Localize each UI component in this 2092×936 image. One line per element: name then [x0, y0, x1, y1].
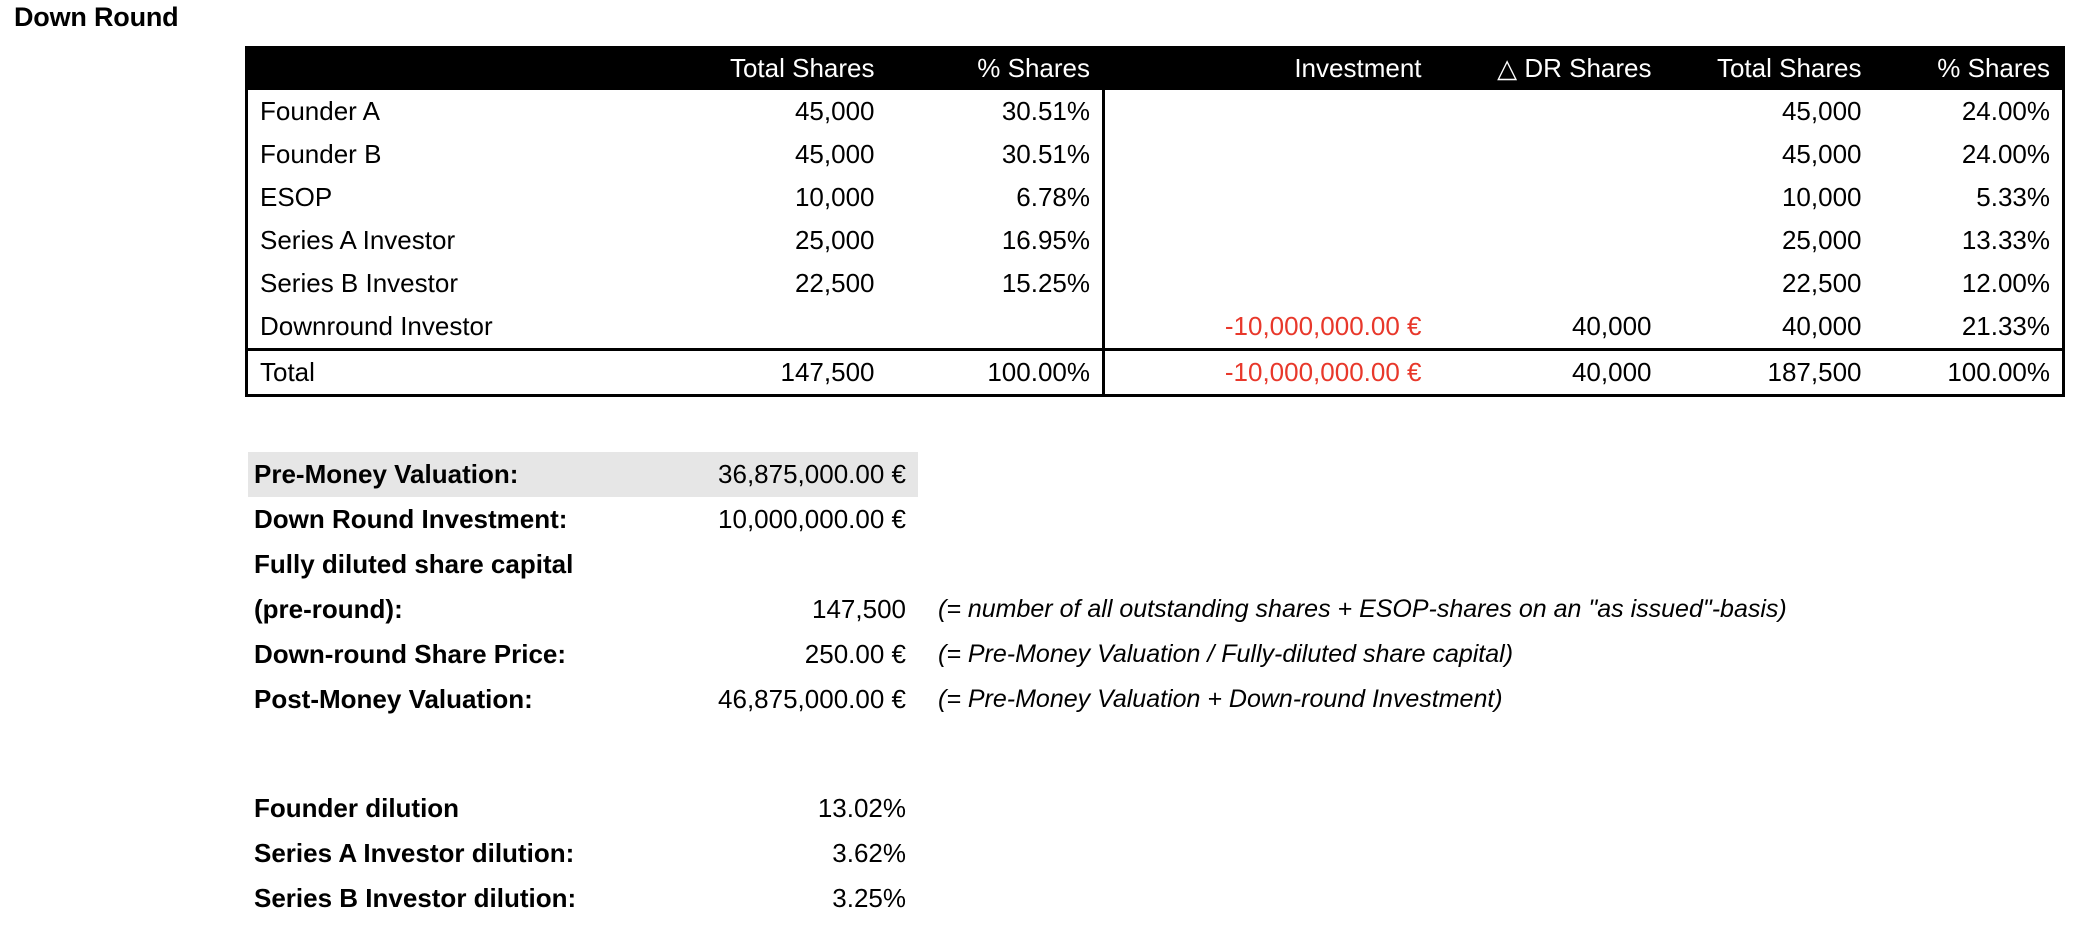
down-round-investment-value: 10,000,000.00 € — [718, 504, 906, 534]
table-row — [247, 176, 2064, 219]
cell-total-label: Total — [247, 350, 660, 396]
fully-diluted-label-line1: Fully diluted share capital — [254, 549, 574, 579]
cell-percent-shares-pre: 16.95% — [887, 219, 1104, 262]
dilution-summary — [248, 786, 1148, 921]
cell-total-shares-post: 10,000 — [1664, 176, 1874, 219]
table-row — [247, 262, 2064, 305]
summary-row-post-money — [248, 677, 2048, 722]
cell-stakeholder: Downround Investor — [247, 305, 660, 350]
table-total-row — [247, 350, 2064, 396]
cell-investment — [1104, 90, 1434, 133]
cell-percent-shares-pre-total: 100.00% — [887, 350, 1104, 396]
down-round-investment-label: Down Round Investment: — [254, 504, 568, 534]
table-row — [247, 219, 2064, 262]
founder-dilution-value: 13.02% — [817, 793, 906, 823]
cell-stakeholder: Founder A — [247, 90, 660, 133]
cell-total-shares-post: 25,000 — [1664, 219, 1874, 262]
summary-row-share-price — [248, 632, 2048, 677]
post-money-value: 46,875,000.00 € — [718, 684, 906, 714]
table-header-row — [247, 46, 2064, 90]
cell-total-shares-pre: 22,500 — [660, 262, 887, 305]
cell-total-shares-pre: 45,000 — [660, 90, 887, 133]
cell-total-shares-pre — [660, 305, 887, 350]
dilution-row-founder — [248, 786, 1148, 831]
column-header-percent-shares-pre: % Shares — [887, 46, 1104, 90]
cell-delta-dr-shares-total: 40,000 — [1434, 350, 1664, 396]
cap-table-container — [245, 46, 2062, 397]
cell-total-shares-post: 45,000 — [1664, 133, 1874, 176]
down-round-share-price-note: (= Pre-Money Valuation / Fully-diluted share capital) — [938, 640, 1514, 668]
cell-total-shares-pre-total: 147,500 — [660, 350, 887, 396]
column-header-delta-dr-shares: △ DR Shares — [1434, 46, 1664, 90]
cell-percent-shares-post-total: 100.00% — [1874, 350, 2064, 396]
cell-percent-shares-post: 5.33% — [1874, 176, 2064, 219]
column-header-percent-shares-post: % Shares — [1874, 46, 2064, 90]
series-b-dilution-label: Series B Investor dilution: — [254, 883, 577, 913]
cap-table — [245, 46, 2065, 397]
down-round-share-price-label: Down-round Share Price: — [254, 639, 567, 669]
cell-total-shares-pre: 10,000 — [660, 176, 887, 219]
cell-percent-shares-pre: 30.51% — [887, 133, 1104, 176]
cell-percent-shares-post: 24.00% — [1874, 133, 2064, 176]
cell-percent-shares-pre — [887, 305, 1104, 350]
cell-total-shares-post: 22,500 — [1664, 262, 1874, 305]
cell-percent-shares-post: 12.00% — [1874, 262, 2064, 305]
series-a-dilution-label: Series A Investor dilution: — [254, 838, 575, 868]
dilution-row-series-a — [248, 831, 1148, 876]
cell-percent-shares-pre: 30.51% — [887, 90, 1104, 133]
page-title: Down Round — [14, 2, 179, 32]
column-header-total-shares-pre: Total Shares — [660, 46, 887, 90]
post-money-note: (= Pre-Money Valuation + Down-round Investment) — [938, 685, 1503, 713]
table-row — [247, 133, 2064, 176]
cell-delta-dr-shares — [1434, 219, 1664, 262]
cell-total-shares-post-total: 187,500 — [1664, 350, 1874, 396]
cap-table-body — [247, 90, 2064, 396]
cell-percent-shares-pre: 15.25% — [887, 262, 1104, 305]
table-row — [247, 305, 2064, 350]
cell-investment-total: -10,000,000.00 € — [1104, 350, 1434, 396]
fully-diluted-label-line2: (pre-round): — [254, 594, 403, 624]
cell-investment — [1104, 219, 1434, 262]
cell-delta-dr-shares: 40,000 — [1434, 305, 1664, 350]
summary-row-investment — [248, 497, 2048, 542]
cell-total-shares-post: 40,000 — [1664, 305, 1874, 350]
cell-percent-shares-post: 24.00% — [1874, 90, 2064, 133]
post-money-label: Post-Money Valuation: — [254, 684, 533, 714]
summary-row-fd-capital-line2 — [248, 587, 2048, 632]
cell-percent-shares-pre: 6.78% — [887, 176, 1104, 219]
down-round-share-price-value: 250.00 € — [804, 639, 906, 669]
cell-stakeholder: Founder B — [247, 133, 660, 176]
cell-stakeholder: Series B Investor — [247, 262, 660, 305]
column-header-investment: Investment — [1104, 46, 1434, 90]
founder-dilution-label: Founder dilution — [254, 793, 460, 823]
cell-stakeholder: ESOP — [247, 176, 660, 219]
pre-money-label: Pre-Money Valuation: — [254, 459, 519, 489]
cell-delta-dr-shares — [1434, 176, 1664, 219]
cell-investment — [1104, 176, 1434, 219]
cell-investment: -10,000,000.00 € — [1104, 305, 1434, 350]
series-a-dilution-value: 3.62% — [832, 838, 906, 868]
cell-total-shares-pre: 45,000 — [660, 133, 887, 176]
dilution-row-series-b — [248, 876, 1148, 921]
cell-investment — [1104, 133, 1434, 176]
pre-money-value: 36,875,000.00 € — [718, 459, 906, 489]
column-header-total-shares-post: Total Shares — [1664, 46, 1874, 90]
cell-total-shares-post: 45,000 — [1664, 90, 1874, 133]
cell-delta-dr-shares — [1434, 90, 1664, 133]
fully-diluted-value: 147,500 — [812, 594, 906, 624]
cell-delta-dr-shares — [1434, 133, 1664, 176]
summary-row-fd-capital-line1 — [248, 542, 2048, 587]
valuation-summary — [248, 452, 2048, 722]
summary-row-pre-money — [248, 452, 918, 497]
table-row — [247, 90, 2064, 133]
cell-delta-dr-shares — [1434, 262, 1664, 305]
cell-total-shares-pre: 25,000 — [660, 219, 887, 262]
fully-diluted-note: (= number of all outstanding shares + ESOP-shares on an "as issued"-basis) — [938, 595, 1787, 623]
cap-table-header — [247, 46, 2064, 90]
cell-stakeholder: Series A Investor — [247, 219, 660, 262]
cell-investment — [1104, 262, 1434, 305]
cell-percent-shares-post: 13.33% — [1874, 219, 2064, 262]
series-b-dilution-value: 3.25% — [832, 883, 906, 913]
column-header-stakeholder — [247, 46, 660, 90]
cell-percent-shares-post: 21.33% — [1874, 305, 2064, 350]
